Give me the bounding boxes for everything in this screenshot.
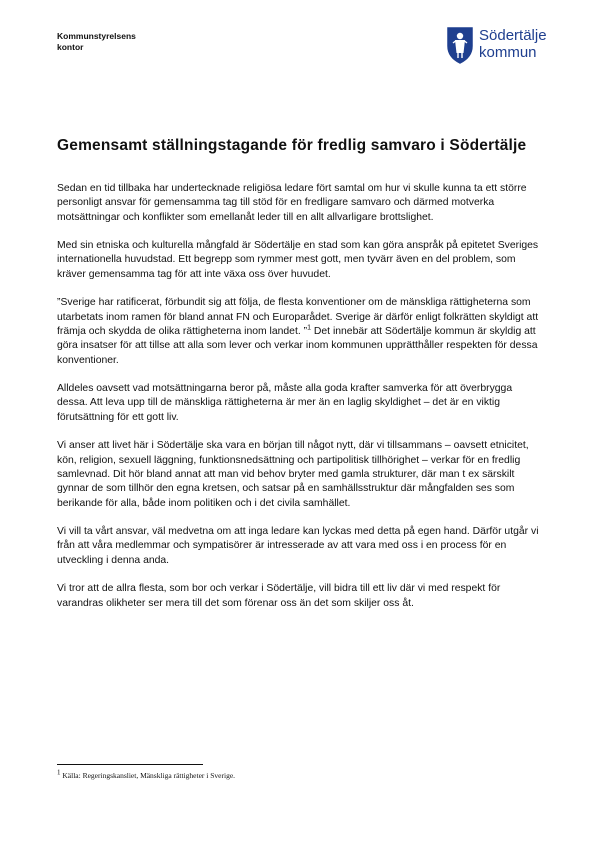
logo-text-line-2: kommun <box>479 44 537 61</box>
footnote-divider <box>57 764 203 765</box>
paragraph-with-quote <box>57 296 541 367</box>
quote-text: ”Sverige har ratificerat, förbundit sig att följa, de flesta konventioner om de mänskliga rättigheterna som utarbetats inom ramen för bland annat FN och Europarådet. Sverige är därför enligt folkrätten skyldigt att främja och skydda de olika rättigheterna inom landet. ” <box>57 297 539 337</box>
paragraph: Alldeles oavsett vad motsättningarna beror på, måste alla goda krafter samverka för att överbrygga dessa. Att leva upp till de mänskliga rättigheterna är mer än en laglig skyldighet – det är en viktig förutsättning för ett gott liv. <box>57 383 513 423</box>
municipality-logo <box>446 26 576 68</box>
paragraph: Sedan en tid tillbaka har undertecknade religiösa ledare fört samtal om hur vi skulle kunna ta ett större personligt ansvar för gemensamma tag till stöd för en fredligare samvaro och därmed motverka motsättningar och konflikter som emellanåt leder till en allt allvarligare brottslighet. <box>57 183 527 223</box>
logo-text-line-1: Södertälje <box>479 27 547 44</box>
paragraph-text: Det innebär att Södertälje kommun är skyldig att göra insatser för att tillse att alla som lever och verkar inom kommunen upprätthåller respekten för dessa konventioner. <box>57 325 538 366</box>
paragraph: Vi anser att livet här i Södertälje ska vara en början till något nytt, där vi tillsammans – oavsett etnicitet, kön, religion, sexuell läggning, funktionsnedsättning och partipolitisk tillhörighet – verkar för en fredlig samlevnad. Dit hör bland annat att man vid behov bryter med gamla strukturer, där man t ex särskilt gynnar de som tillhör den egna kretsen, och satsar på en samhällsstruktur där mångfalden ses som berikande för alla, både inom politiken och i det civila samhället. <box>57 440 529 509</box>
footnote <box>57 768 537 781</box>
sender-line-1: Kommunstyrelsens <box>57 31 136 41</box>
coat-of-arms-shield-icon <box>446 26 474 64</box>
paragraph: Vi vill ta vårt ansvar, väl medvetna om att inga ledare kan lyckas med detta på egen hand. Därför utgår vi från att våra medlemmar och sympatisörer är intresserade av att vara med oss i en process för en utveckling i denna anda. <box>57 526 539 566</box>
footnote-number: 1 <box>57 768 61 777</box>
paragraph: Vi tror att de allra flesta, som bor och verkar i Södertälje, vill bidra till ett liv där vi med respekt för varandras olikheter ser mera till det som förenar oss än det som skiljer oss åt. <box>57 583 501 609</box>
paragraph: Med sin etniska och kulturella mångfald är Södertälje en stad som kan göra anspråk på epitetet Sveriges internationella huvudstad. Ett begrepp som rymmer mest gott, men tyvärr även en del problem, som kräver gemensamma tag för att inte växa oss över huvudet. <box>57 240 539 280</box>
sender-line-2: kontor <box>57 42 84 52</box>
sender-department <box>57 31 207 53</box>
footnote-reference: 1 <box>307 324 311 332</box>
document-title: Gemensamt ställningstagande för fredlig samvaro i Södertälje <box>57 137 527 154</box>
document-body <box>57 182 541 625</box>
footnote-text: Källa: Regeringskansliet, Mänskliga rättigheter i Sverige. <box>60 771 236 780</box>
